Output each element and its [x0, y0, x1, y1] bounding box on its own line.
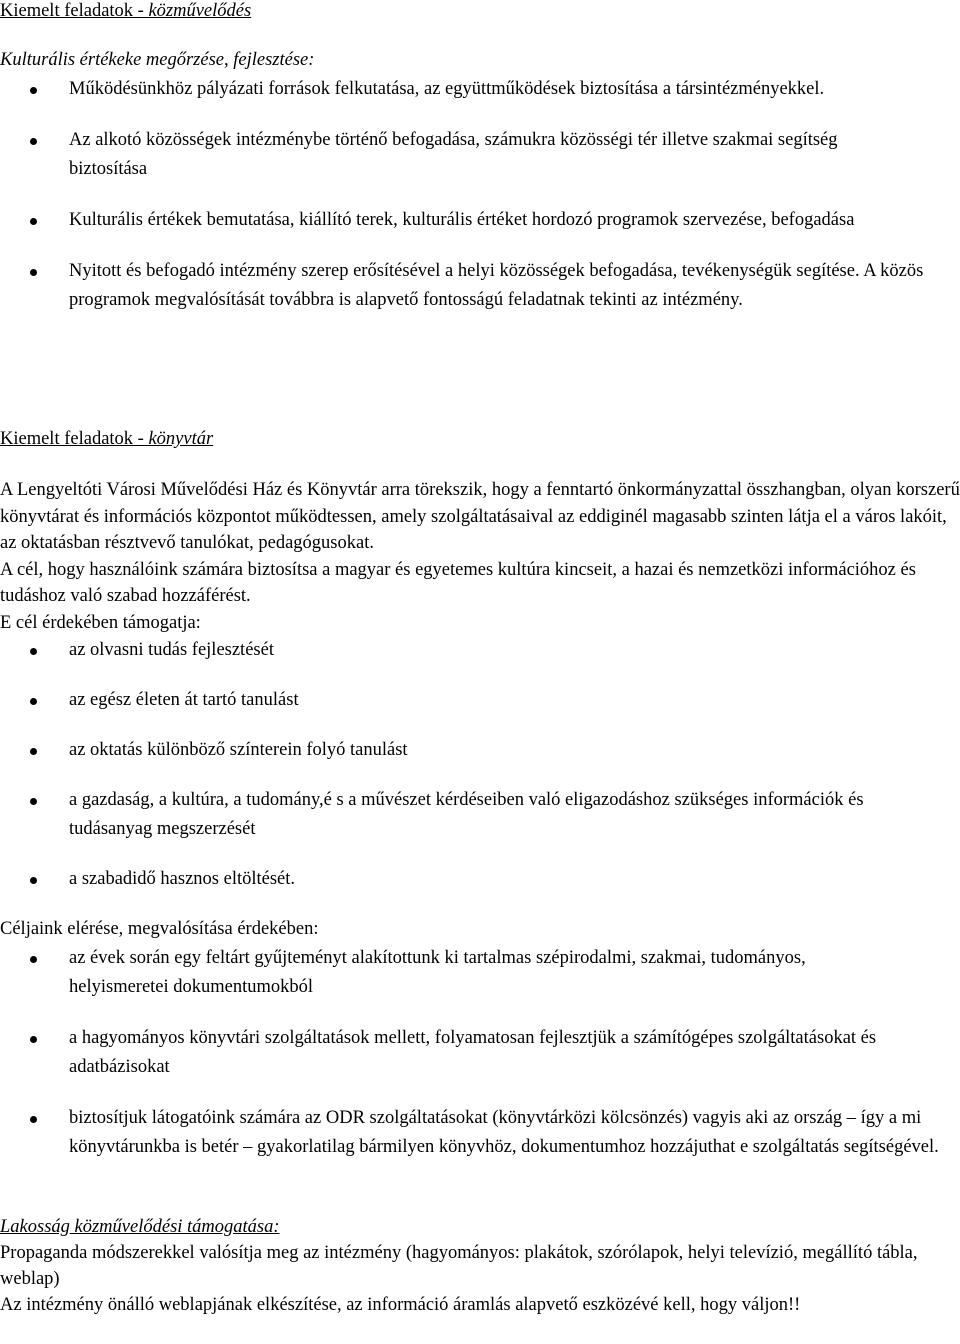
bullet-icon — [30, 138, 37, 145]
list-item: a gazdaság, a kultúra, a tudomány,é s a művészet kérdéseiben való eligazodáshoz szükséges információk és tudásanyag megszerzését — [0, 786, 960, 844]
bullet-icon — [30, 698, 37, 705]
heading-lakossag: Lakosság közművelődési támogatása: — [0, 1217, 280, 1237]
bullet-icon — [30, 87, 37, 94]
heading-kozmuvelodes: Kiemelt feladatok - közművelődés — [0, 1, 252, 21]
list-item: Nyitott és befogadó intézmény szerep erősítésével a helyi közösségek befogadása, tevékenységük segítése. A közös programok megvalósítását továbbra is alapvető fontosságú feladatnak tekinti az intézmény. — [0, 257, 960, 315]
bullet-icon — [30, 877, 37, 884]
list-kozmuvelodes-feladatok — [0, 75, 960, 315]
bullet-icon — [30, 648, 37, 655]
list-item: az olvasni tudás fejlesztését — [0, 636, 960, 665]
list-item: biztosítjuk látogatóink számára az ODR szolgáltatásokat (könyvtárközi kölcsönzés) vagyis aki az ország – így a mi könyvtárunkba is betér – gyakorlatilag bármilyen könyvhöz, dokumentumhoz hozzájuthat e szolgáltatás segítségével. — [0, 1104, 960, 1162]
bullet-icon — [30, 1116, 37, 1123]
list-item: az egész életen át tartó tanulást — [0, 686, 960, 715]
list-item: Kulturális értékek bemutatása, kiállító terek, kulturális értéket hordozó programok szervezése, befogadása — [0, 206, 960, 235]
list-item: Működésünkhöz pályázati források felkutatása, az együttműködések biztosítása a társintézményekkel. — [0, 75, 960, 104]
paragraph-weblap: Az intézmény önálló weblapjának elkészítése, az információ áramlás alapvető eszközévé kell, hogy váljon!! — [0, 1295, 801, 1315]
paragraph-konyvtar-intro: A Lengyeltóti Városi Művelődési Ház és Könyvtár arra törekszik, hogy a fenntartó önkormányzattal összhangban, olyan korszerű könyvtárat és információs központot működtessen, amely szolgáltatásaival az eddiginél magasabb szinten látja el a város lakóit, az oktatásban résztvevő tanulókat, pedagógusokat. — [0, 480, 960, 553]
subheading-kulturalis-ertekek: Kulturális értékeke megőrzése, fejlesztése: — [0, 50, 315, 70]
heading-konyvtar: Kiemelt feladatok - könyvtár — [0, 429, 214, 449]
list-tamogatja — [0, 636, 960, 894]
list-item: az évek során egy feltárt gyűjteményt alakítottunk ki tartalmas szépirodalmi, szakmai, tudományos, helyismeretei dokumentumokból — [0, 944, 960, 1002]
list-item: az oktatás különböző színterein folyó tanulást — [0, 736, 960, 765]
bullet-icon — [30, 956, 37, 963]
paragraph-propaganda: Propaganda módszerekkel valósítja meg az intézmény (hagyományos: plakátok, szórólapok, helyi televízió, megállító tábla, weblap) — [0, 1243, 918, 1289]
list-item: a szabadidő hasznos eltöltését. — [0, 865, 960, 894]
bullet-icon — [30, 218, 37, 225]
list-item: Az alkotó közösségek intézménybe történő befogadása, számukra közösségi tér illetve szakmai segítség biztosítása — [0, 126, 960, 184]
list-celjaink — [0, 944, 960, 1162]
konyvtar-text-block — [0, 477, 960, 636]
lakossag-text-block — [0, 1240, 960, 1318]
paragraph-celjaink: Céljaink elérése, megvalósítása érdekében: — [0, 919, 319, 939]
list-item: a hagyományos könyvtári szolgáltatások mellett, folyamatosan fejlesztjük a számítógépes szolgáltatásokat és adatbázisokat — [0, 1024, 960, 1082]
bullet-icon — [30, 748, 37, 755]
bullet-icon — [30, 798, 37, 805]
paragraph-cel: A cél, hogy használóink számára biztosítsa a magyar és egyetemes kultúra kincseit, a hazai és nemzetközi információhoz és tudáshoz való szabad hozzáférést. — [0, 559, 916, 606]
paragraph-tamogatja-label: E cél érdekében támogatja: — [0, 612, 201, 633]
bullet-icon — [30, 1036, 37, 1043]
bullet-icon — [30, 269, 37, 276]
